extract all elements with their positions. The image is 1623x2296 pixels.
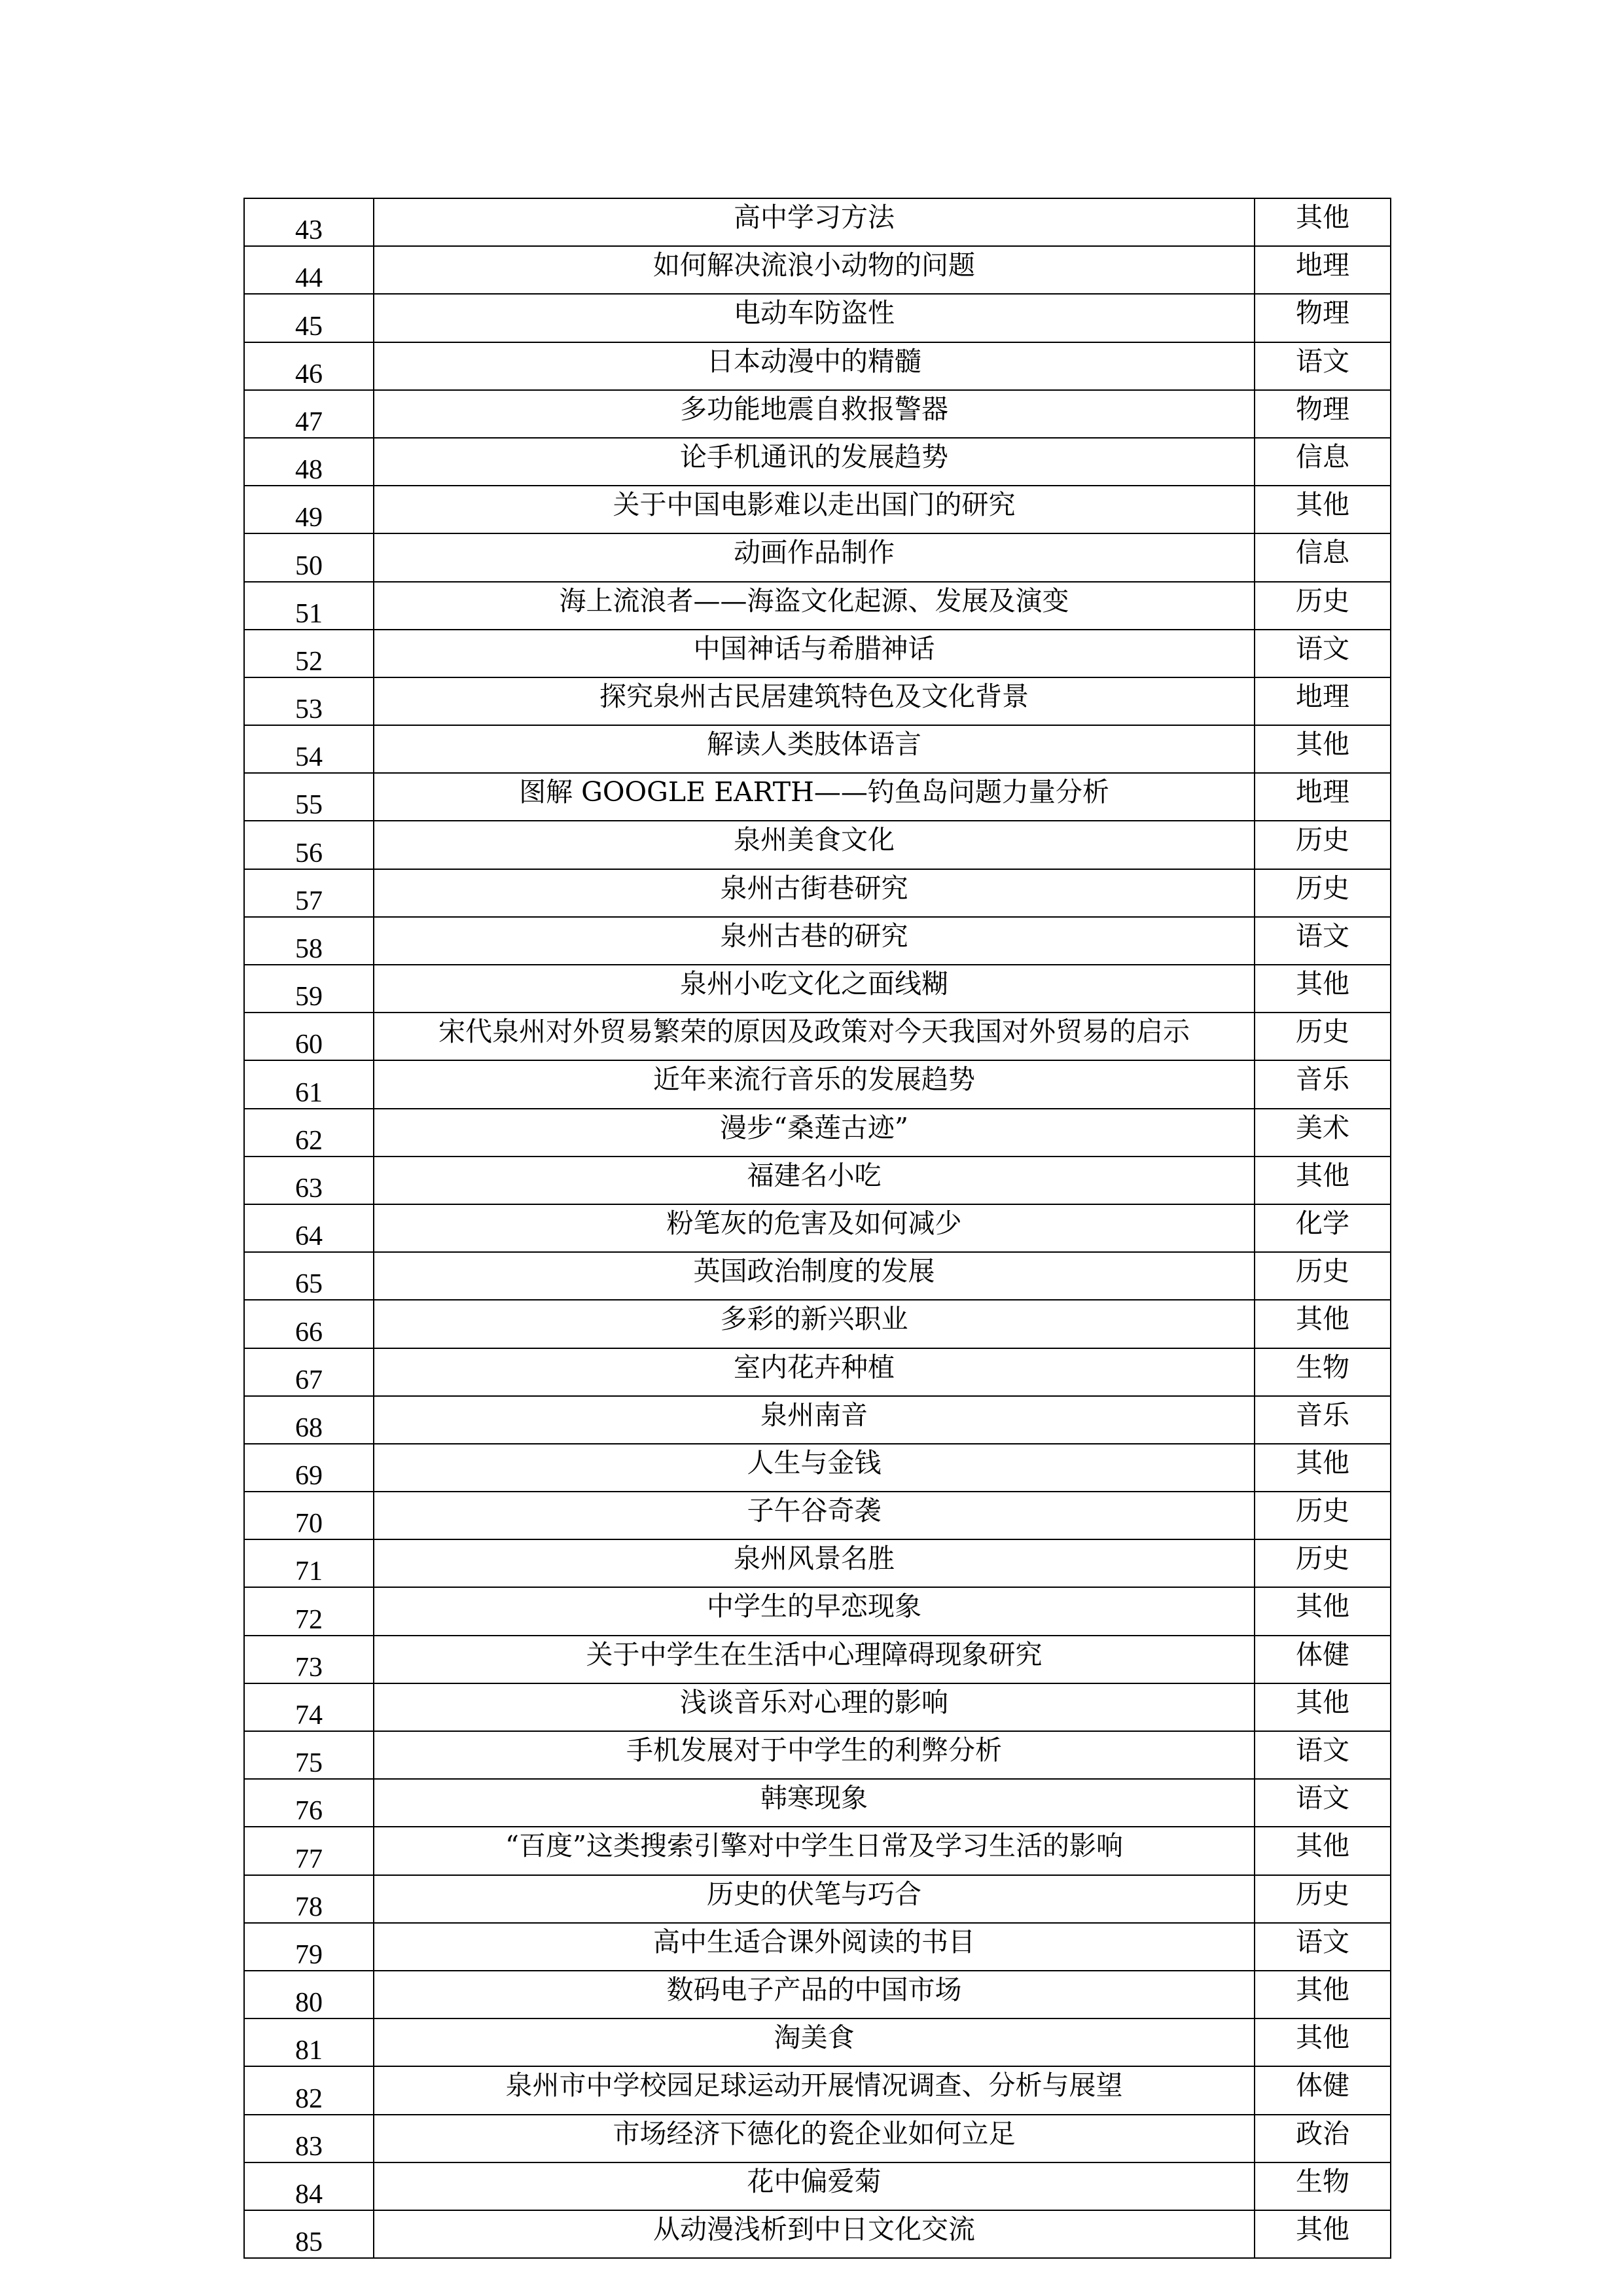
project-title: 泉州古巷的研究 [374,917,1255,965]
subject-label: 其他 [1255,1300,1391,1348]
table-row [244,1060,1391,1108]
subject-label: 美术 [1255,1109,1391,1157]
project-title: 浅谈音乐对心理的影响 [374,1683,1255,1731]
project-title: 关于中学生在生活中心理障碍现象研究 [374,1636,1255,1683]
row-number: 64 [244,1204,374,1252]
project-table [243,198,1391,2259]
project-title: 高中学习方法 [374,198,1255,246]
subject-label: 历史 [1255,1875,1391,1923]
project-title: 中国神话与希腊神话 [374,630,1255,677]
subject-label: 语文 [1255,1731,1391,1779]
subject-label: 其他 [1255,2210,1391,2258]
row-number: 49 [244,486,374,533]
row-number: 78 [244,1875,374,1923]
table-row [244,1492,1391,1539]
table-row [244,2210,1391,2258]
subject-label: 音乐 [1255,1060,1391,1108]
subject-label: 信息 [1255,438,1391,486]
subject-label: 信息 [1255,533,1391,581]
row-number: 81 [244,2018,374,2066]
project-title: 历史的伏笔与巧合 [374,1875,1255,1923]
table-row [244,1971,1391,2018]
subject-label: 历史 [1255,869,1391,917]
project-title: 海上流浪者——海盗文化起源、发展及演变 [374,582,1255,630]
table-row [244,773,1391,821]
table-row [244,2066,1391,2114]
subject-label: 音乐 [1255,1396,1391,1444]
project-title: 花中偏爱菊 [374,2162,1255,2210]
subject-label: 语文 [1255,1923,1391,1971]
project-title: 数码电子产品的中国市场 [374,1971,1255,2018]
row-number: 56 [244,821,374,869]
row-number: 77 [244,1827,374,1874]
project-title: 韩寒现象 [374,1779,1255,1827]
project-title: 图解 GOOGLE EARTH——钓鱼岛问题力量分析 [374,773,1255,821]
table-row [244,2018,1391,2066]
subject-label: 体健 [1255,2066,1391,2114]
subject-label: 其他 [1255,1444,1391,1492]
project-title: 室内花卉种植 [374,1348,1255,1396]
row-number: 70 [244,1492,374,1539]
table-row [244,1827,1391,1874]
project-title: “百度”这类搜索引擎对中学生日常及学习生活的影响 [374,1827,1255,1874]
row-number: 60 [244,1013,374,1060]
table-row [244,677,1391,725]
row-number: 79 [244,1923,374,1971]
table-row [244,2115,1391,2162]
row-number: 53 [244,677,374,725]
subject-label: 其他 [1255,725,1391,773]
project-title: 解读人类肢体语言 [374,725,1255,773]
subject-label: 历史 [1255,821,1391,869]
subject-label: 地理 [1255,773,1391,821]
project-title: 探究泉州古民居建筑特色及文化背景 [374,677,1255,725]
table-row [244,630,1391,677]
table-row [244,917,1391,965]
table-row [244,1444,1391,1492]
table-row [244,821,1391,869]
project-title: 粉笔灰的危害及如何减少 [374,1204,1255,1252]
table-row [244,1923,1391,1971]
row-number: 54 [244,725,374,773]
project-title: 泉州南音 [374,1396,1255,1444]
table-row [244,725,1391,773]
table-row [244,486,1391,533]
row-number: 67 [244,1348,374,1396]
row-number: 69 [244,1444,374,1492]
table-row [244,390,1391,438]
row-number: 73 [244,1636,374,1683]
row-number: 59 [244,965,374,1013]
row-number: 76 [244,1779,374,1827]
project-title: 福建名小吃 [374,1157,1255,1204]
subject-label: 语文 [1255,630,1391,677]
subject-label: 历史 [1255,1252,1391,1300]
subject-label: 语文 [1255,342,1391,390]
subject-label: 其他 [1255,1587,1391,1635]
table-row [244,1300,1391,1348]
subject-label: 其他 [1255,486,1391,533]
subject-label: 其他 [1255,1157,1391,1204]
project-title: 市场经济下德化的瓷企业如何立足 [374,2115,1255,2162]
subject-label: 其他 [1255,198,1391,246]
subject-label: 体健 [1255,1636,1391,1683]
row-number: 50 [244,533,374,581]
project-title: 宋代泉州对外贸易繁荣的原因及政策对今天我国对外贸易的启示 [374,1013,1255,1060]
project-title: 子午谷奇袭 [374,1492,1255,1539]
row-number: 46 [244,342,374,390]
table-row [244,438,1391,486]
subject-label: 地理 [1255,677,1391,725]
row-number: 84 [244,2162,374,2210]
table-row [244,1396,1391,1444]
project-title: 动画作品制作 [374,533,1255,581]
project-title: 高中生适合课外阅读的书目 [374,1923,1255,1971]
project-title: 中学生的早恋现象 [374,1587,1255,1635]
row-number: 83 [244,2115,374,2162]
table-row [244,342,1391,390]
subject-label: 语文 [1255,1779,1391,1827]
subject-label: 地理 [1255,246,1391,294]
row-number: 63 [244,1157,374,1204]
table-body [244,198,1391,2258]
subject-label: 其他 [1255,1827,1391,1874]
table-row [244,294,1391,342]
subject-label: 其他 [1255,965,1391,1013]
row-number: 55 [244,773,374,821]
row-number: 74 [244,1683,374,1731]
table-row [244,1109,1391,1157]
row-number: 72 [244,1587,374,1635]
row-number: 43 [244,198,374,246]
project-title: 淘美食 [374,2018,1255,2066]
row-number: 48 [244,438,374,486]
project-title: 泉州小吃文化之面线糊 [374,965,1255,1013]
table-row [244,1539,1391,1587]
subject-label: 化学 [1255,1204,1391,1252]
project-title: 英国政治制度的发展 [374,1252,1255,1300]
subject-label: 物理 [1255,390,1391,438]
row-number: 85 [244,2210,374,2258]
table-row [244,1779,1391,1827]
project-title: 泉州风景名胜 [374,1539,1255,1587]
table-row [244,246,1391,294]
subject-label: 生物 [1255,1348,1391,1396]
project-title: 泉州美食文化 [374,821,1255,869]
project-title: 泉州市中学校园足球运动开展情况调查、分析与展望 [374,2066,1255,2114]
project-title: 漫步“桑莲古迹” [374,1109,1255,1157]
subject-label: 其他 [1255,2018,1391,2066]
project-title: 如何解决流浪小动物的问题 [374,246,1255,294]
table-row [244,533,1391,581]
subject-label: 物理 [1255,294,1391,342]
subject-label: 生物 [1255,2162,1391,2210]
subject-label: 其他 [1255,1683,1391,1731]
row-number: 51 [244,582,374,630]
project-title: 电动车防盗性 [374,294,1255,342]
subject-label: 语文 [1255,917,1391,965]
table-row [244,1157,1391,1204]
row-number: 80 [244,1971,374,2018]
project-title: 泉州古街巷研究 [374,869,1255,917]
subject-label: 政治 [1255,2115,1391,2162]
subject-label: 历史 [1255,582,1391,630]
row-number: 57 [244,869,374,917]
table-row [244,965,1391,1013]
row-number: 61 [244,1060,374,1108]
row-number: 44 [244,246,374,294]
row-number: 66 [244,1300,374,1348]
row-number: 62 [244,1109,374,1157]
table-row [244,1587,1391,1635]
table-row [244,1252,1391,1300]
table-row [244,198,1391,246]
table-row [244,582,1391,630]
table-row [244,1875,1391,1923]
subject-label: 历史 [1255,1492,1391,1539]
project-title: 人生与金钱 [374,1444,1255,1492]
row-number: 45 [244,294,374,342]
subject-label: 历史 [1255,1539,1391,1587]
table-row [244,1348,1391,1396]
table-row [244,1204,1391,1252]
subject-label: 历史 [1255,1013,1391,1060]
project-title: 关于中国电影难以走出国门的研究 [374,486,1255,533]
project-title: 论手机通讯的发展趋势 [374,438,1255,486]
row-number: 71 [244,1539,374,1587]
row-number: 58 [244,917,374,965]
subject-label: 其他 [1255,1971,1391,2018]
project-title: 从动漫浅析到中日文化交流 [374,2210,1255,2258]
project-title: 手机发展对于中学生的利弊分析 [374,1731,1255,1779]
row-number: 68 [244,1396,374,1444]
row-number: 47 [244,390,374,438]
table-row [244,2162,1391,2210]
row-number: 65 [244,1252,374,1300]
table-row [244,1731,1391,1779]
project-title: 日本动漫中的精髓 [374,342,1255,390]
table-row [244,1683,1391,1731]
row-number: 52 [244,630,374,677]
row-number: 82 [244,2066,374,2114]
table-row [244,869,1391,917]
project-title: 多彩的新兴职业 [374,1300,1255,1348]
project-title: 多功能地震自救报警器 [374,390,1255,438]
project-title: 近年来流行音乐的发展趋势 [374,1060,1255,1108]
table-row [244,1636,1391,1683]
table-row [244,1013,1391,1060]
row-number: 75 [244,1731,374,1779]
